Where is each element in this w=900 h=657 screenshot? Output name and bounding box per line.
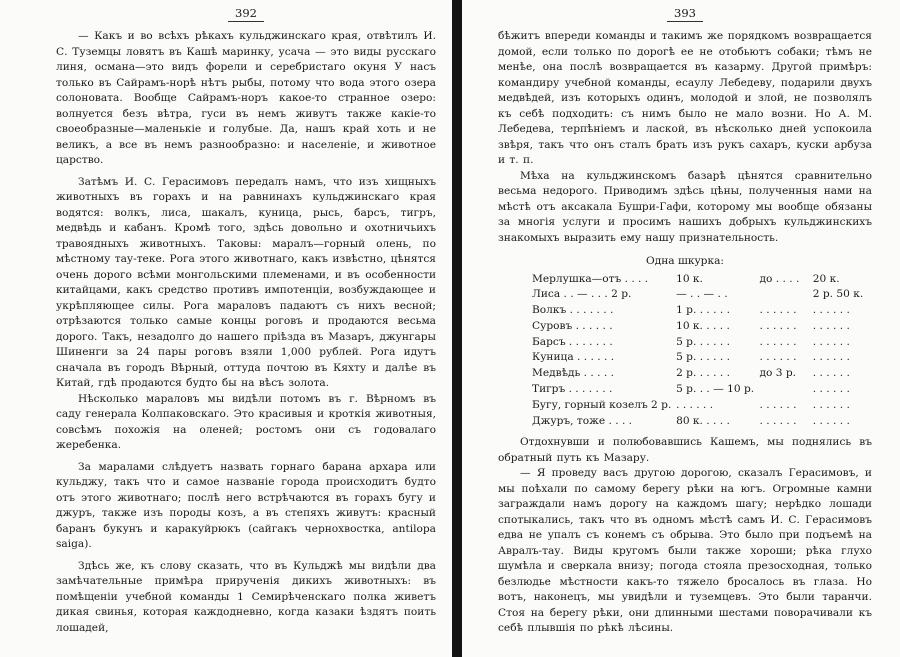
price-table	[532, 272, 872, 430]
price-item: Бугу, горный козелъ 2 р.	[532, 398, 672, 411]
price-range: . . . . . .	[759, 319, 797, 332]
price-table-title: Одна шкурка:	[646, 255, 724, 267]
price-value: 5 р. . . — 10 р.	[676, 383, 755, 396]
price-value: 80 к. . . . .	[676, 414, 730, 427]
price-value2: 2 р. 50 к.	[812, 288, 864, 301]
paragraph: Мѣха на кульджинскомъ базарѣ цѣнятся сравнительно весьма недорого. Приводимъ здѣсь цѣны, полученныя нами на мѣстѣ отъ аксакала Бушри-Гафи, которому мы вообще обязаны за многія услуги и просимъ нашихъ добрыхъ кульджинскихъ знакомыхъ выразить ему нашу признательность.	[498, 169, 872, 244]
price-row	[532, 398, 872, 414]
price-item: Куница . . . . . .	[532, 351, 615, 364]
price-range: до 3 р.	[759, 367, 796, 380]
page-number-right: 393	[674, 6, 696, 20]
price-range	[759, 287, 812, 303]
price-range: . . . . . .	[759, 351, 797, 364]
price-range: . . . . . .	[759, 304, 797, 317]
price-item: Лиса . . — . . . 2 р.	[532, 288, 632, 301]
price-value2: . . . . . .	[812, 398, 850, 411]
paragraph: Нѣсколько мараловъ мы видѣли потомъ въ г. Вѣрномъ въ саду генерала Колпаковскаго. Это красивыя и кроткія животныя, совсѣмъ похожія на оленей; ростомъ они съ годовалаго жеребенка.	[56, 392, 436, 451]
price-value: 10 к. . . . .	[676, 319, 730, 332]
price-range: . . . . . .	[759, 398, 797, 411]
price-value: 1 р. . . . . .	[676, 304, 731, 317]
right-page-text	[498, 29, 872, 637]
price-row	[532, 303, 872, 319]
paragraph: Здѣсь же, къ слову сказать, что въ Кульджѣ мы видѣли два замѣчательные примѣра прирученія дикихъ животныхъ: въ помѣщеніи учебной команды 1 Семирѣченскаго полка живетъ дикая свинья, которая каждодневно, когда казаки ѣздятъ поить лошадей,	[56, 559, 436, 634]
price-item: Волкъ . . . . . . .	[532, 304, 614, 317]
paragraph: — Какъ и во всѣхъ рѣкахъ кульджинскаго края, отвѣтилъ И. С. Туземцы ловятъ въ Кашѣ маринку, усача — это виды русскаго линя, османа—это видъ форели и серебристаго окуня У насъ только въ Сайрамъ-норѣ нѣтъ рыбы, потому что вода этого озера солоновата. Вообще Сайрамъ-норъ какое-то странное озеро: волнуется безъ вѣтра, гуси въ немъ живутъ также какіе-то своеобразные—маленькіе и голубые. Да, нашъ край хоть и не великъ, а все въ немъ разнообразно: и населеніе, и животное царство.	[56, 30, 436, 166]
price-value: . . . . . .	[676, 398, 714, 411]
price-row	[532, 319, 872, 335]
price-item: Барсъ . . . . . . .	[532, 335, 613, 348]
price-range: до . . . .	[759, 272, 800, 285]
price-value2: . . . . . .	[812, 351, 850, 364]
price-value2: . . . . . .	[812, 367, 850, 380]
price-item: Тигръ . . . . . . .	[532, 383, 613, 396]
book-gutter	[452, 0, 462, 657]
price-value: 5 р. . . . . .	[676, 335, 731, 348]
paragraph: — Я проведу васъ другою дорогою, сказалъ Герасимовъ, и мы поѣхали по самому берегу рѣки на югъ. Огромные камни заграждали намъ дорогу на каждомъ шагу; нерѣдко лошади спотыкались, такъ что въ одномъ мѣстѣ самъ И. С. Герасимовъ едва не упалъ съ конемъ съ обрыва. Это было при подъемѣ на Авралъ-тау. Виды кругомъ были также хороши; рѣка глухо шумѣла и сверкала внизу; погода стояла презосходная, только безлюдье мѣстности какъ-то тяжело бросалось въ глаза. Но вотъ, наконецъ, мы увидѣли и туземцевъ. Это были таранчи. Стоя на берегу рѣки, они длинными шестами поворачивали къ себѣ плывшія по рѣкѣ лѣсины.	[498, 467, 872, 635]
price-value2: . . . . . .	[812, 304, 850, 317]
price-row	[532, 335, 872, 351]
left-page-text	[56, 29, 436, 636]
price-row	[532, 382, 872, 398]
price-item: Джуръ, тоже . . . .	[532, 414, 633, 427]
price-row	[532, 414, 872, 430]
page-number-left: 392	[235, 6, 257, 20]
price-row	[532, 272, 872, 288]
paragraph: За маралами слѣдуетъ назвать горнаго барана архара или кульджу, такъ что и самое названіе города происходитъ будто отъ этого животнаго; послѣ него встрѣчаются въ горахъ бугу и джуръ, также изъ породы козъ, а въ степяхъ живутъ: красный баранъ букунъ и каракуйрюкъ (сайгакъ чернохвостка, antilopa saiga).	[56, 460, 436, 550]
page-number-rule	[667, 21, 703, 22]
price-value2: . . . . . .	[812, 335, 850, 348]
price-value2: 20 к.	[812, 272, 840, 285]
price-value: — . . — . .	[676, 288, 728, 301]
paragraph: бѣжитъ впереди команды и такимъ же порядкомъ возвращается домой, если только по дорогѣ ее не отобьютъ собаки; тѣмъ не менѣе, она послѣ возвращается въ казарму. Другой примѣръ: командиру учебной команды, есаулу Лебедеву, подарили двухъ медвѣдей, изъ которыхъ одинъ, молодой и злой, не позволялъ къ себѣ подходить: съ нимъ было не мало возни. Но А. М. Лебедева, терпѣніемъ и лаской, въ нѣсколько дней успокоила звѣря, такъ что онъ сталъ брать изъ рукъ сахаръ, куски арбуза и т. п.	[498, 30, 872, 166]
price-row	[532, 366, 872, 382]
price-item: Медвѣдь . . . . .	[532, 367, 614, 380]
price-row	[532, 350, 872, 366]
paragraph: Затѣмъ И. С. Герасимовъ передалъ намъ, что изъ хищныхъ животныхъ въ горахъ и на равнинахъ кульджинскаго края водятся: волкъ, лиса, шакалъ, куница, рысь, барсъ, тигръ, медвѣдь и кабанъ. Кромѣ того, здѣсь довольно и охотничьихъ травоядныхъ животныхъ. Таковы: маралъ—горный олень, по мѣстному тау-теке. Рога этого животнаго, какъ извѣстно, цѣнятся очень дорого всѣми монгольскими племенами, и въ особенности китайцами, какъ средство противъ импотенціи, возбуждающее и укрѣпляющее силы. Рога мараловъ падаютъ съ нихъ весной; отрѣзаются только самые концы роговъ и продаются весьма дорого. Такъ, незадолго до нашего пріѣзда въ Мазаръ, джунгары Шиненги за 24 пары роговъ взяли 1,000 рублей. Рога идутъ сначала въ городъ Вѣрный, оттуда почтою въ Кяхту и далѣе въ Китай, гдѣ продаются будто бы на вѣсъ золота.	[56, 175, 436, 389]
price-range: . . . . . .	[759, 335, 797, 348]
price-value: 10 к.	[676, 272, 703, 285]
price-value2: . . . . . .	[812, 414, 850, 427]
price-row	[532, 287, 872, 303]
price-range	[759, 382, 812, 398]
price-value: 2 р. . . . . .	[676, 367, 731, 380]
right-page	[462, 0, 900, 657]
page-number-rule	[228, 21, 264, 22]
price-range: . . . . . .	[759, 414, 797, 427]
price-value: 5 р. . . . . .	[676, 351, 731, 364]
price-item: Суровъ . . . . . .	[532, 319, 613, 332]
price-value2: . . . . . .	[812, 319, 850, 332]
price-value2: . . . . . .	[812, 383, 850, 396]
paragraph: Отдохнувши и полюбовавшись Кашемъ, мы поднялись въ обратный путь къ Мазару.	[498, 436, 872, 464]
price-item: Мерлушка—отъ . . . .	[532, 272, 649, 285]
